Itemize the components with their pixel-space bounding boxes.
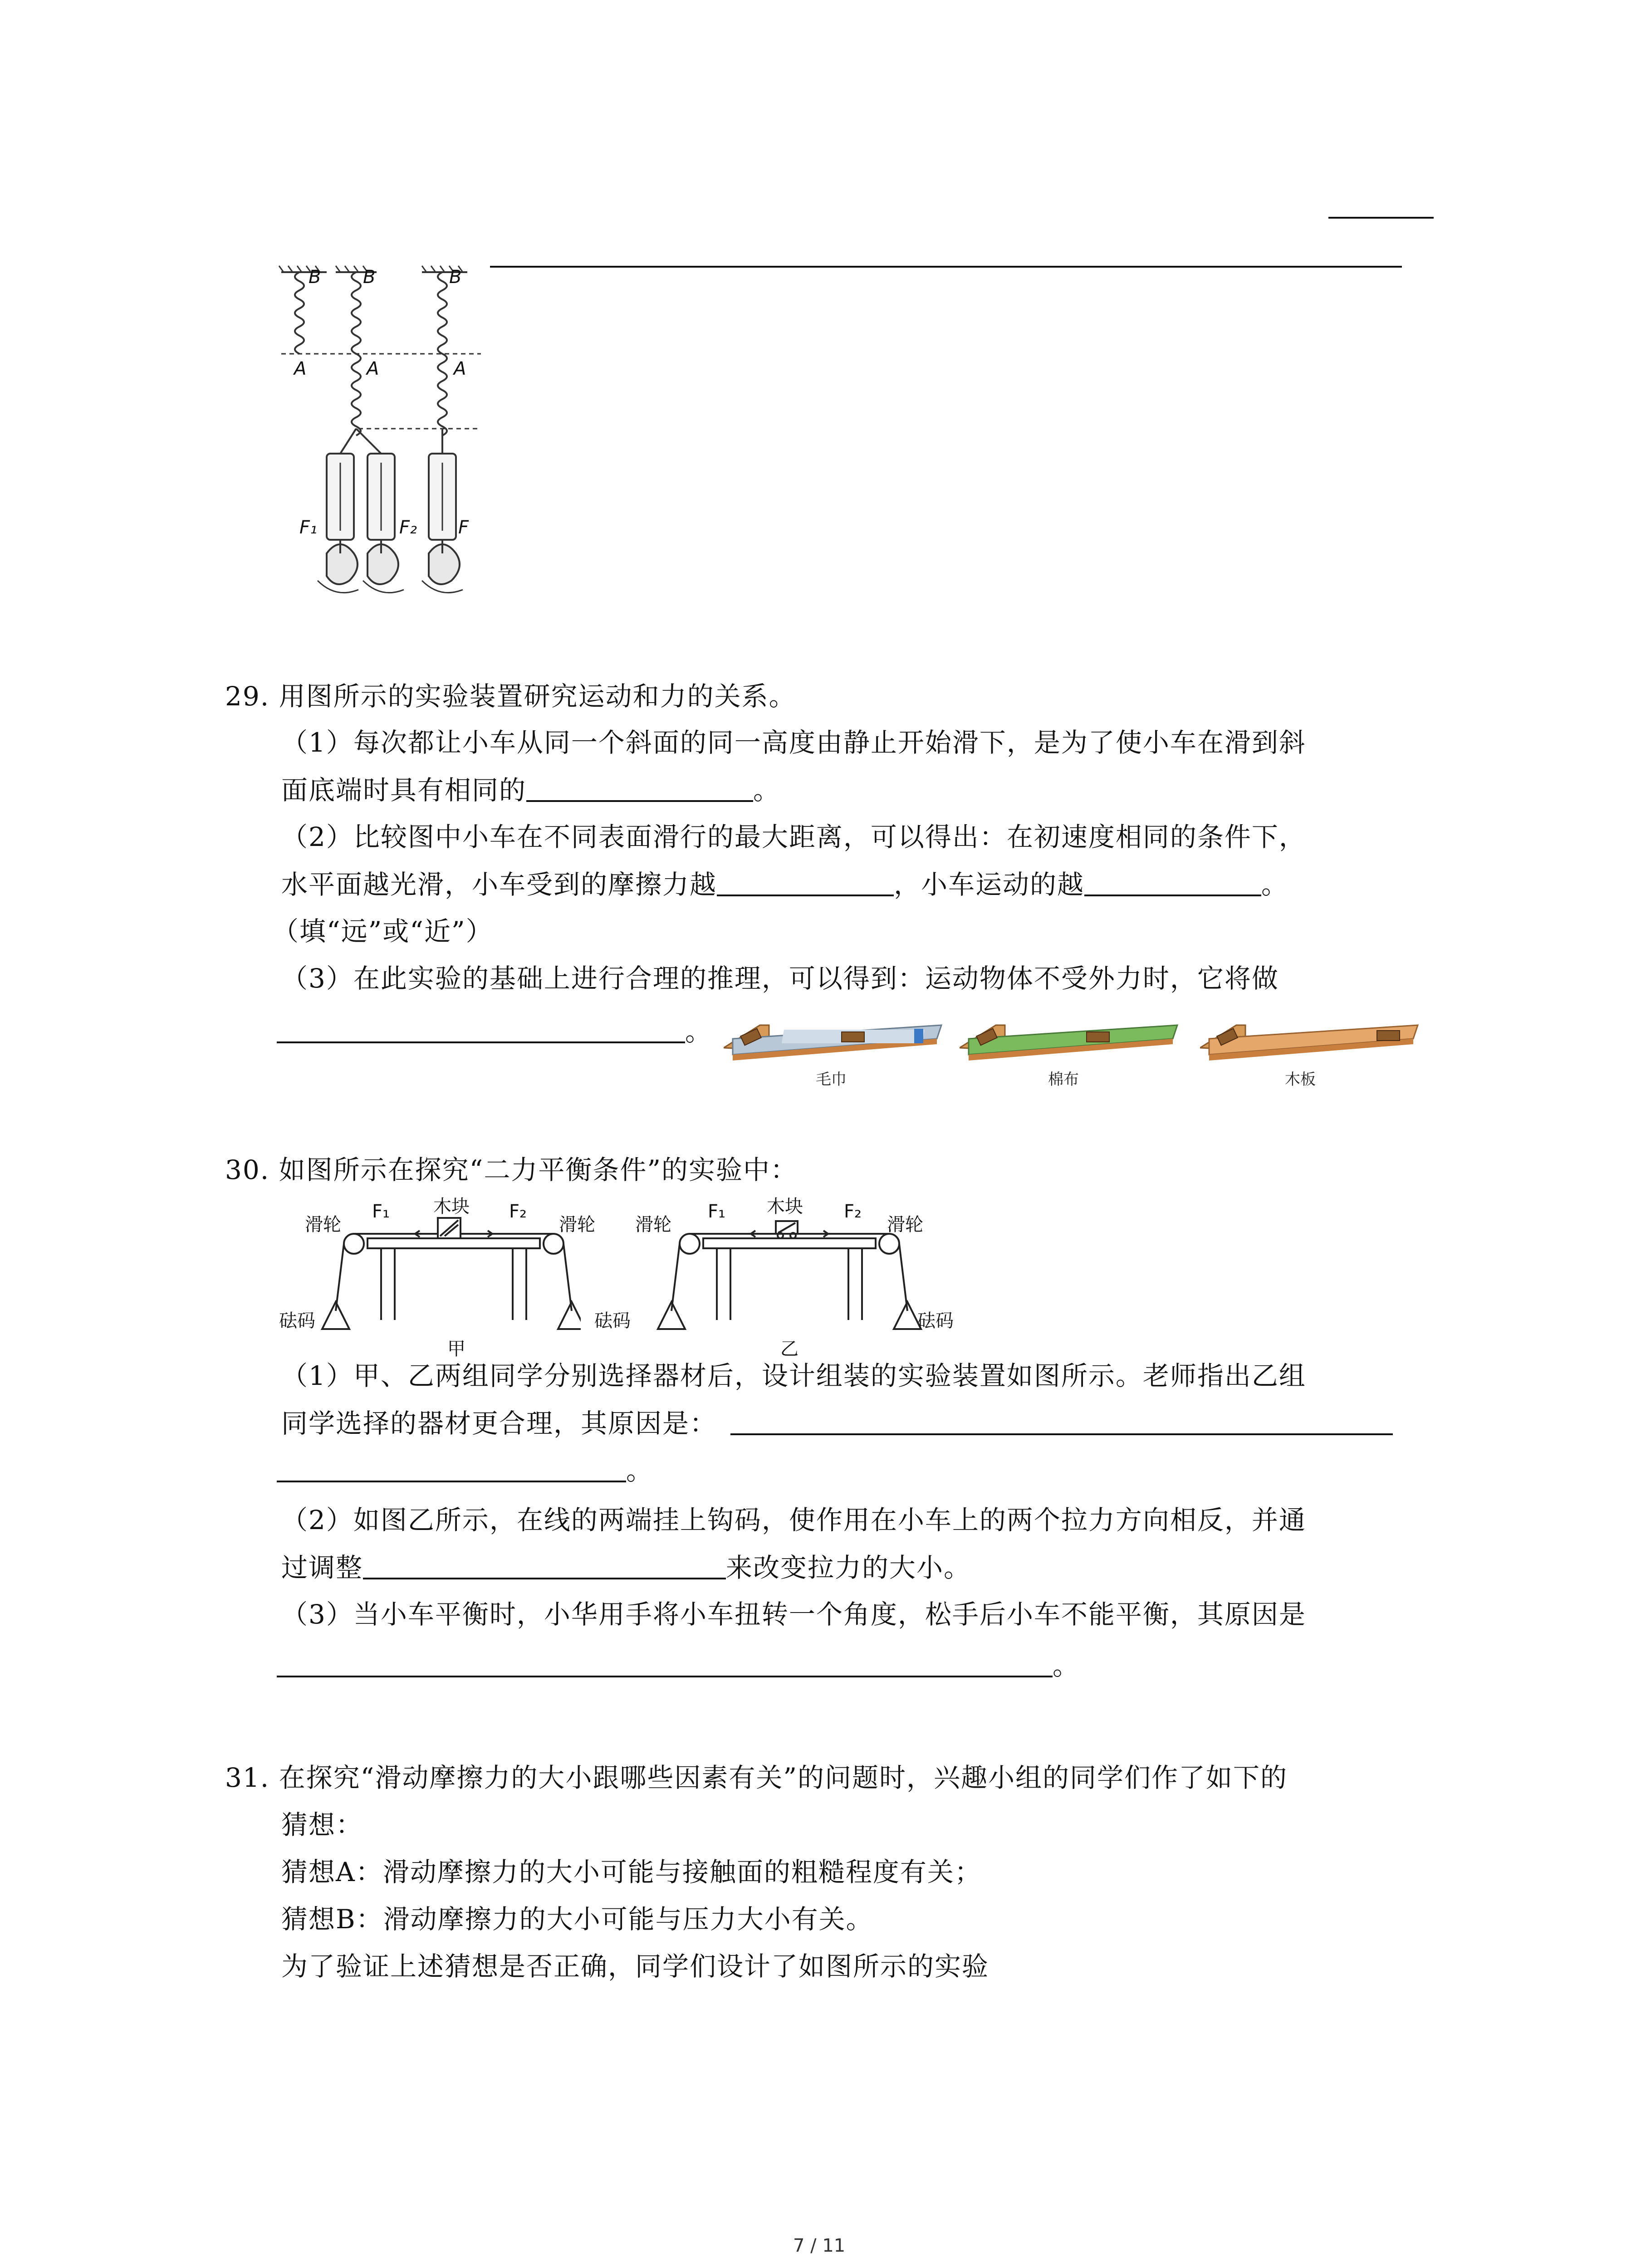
balance-figure-jia (309, 1198, 581, 1334)
yi-f1: F₁ (708, 1201, 726, 1222)
q30-part2-line2 (281, 1554, 971, 1581)
q30-part3-post: 。 (1053, 1650, 1080, 1681)
jia-f2: F₂ (509, 1201, 527, 1222)
q30-stem: 30. 如图所示在探究“二力平衡条件”的实验中： (225, 1154, 798, 1185)
answer-line-top-long (490, 266, 1402, 268)
yi-pulley-right: 滑轮 (887, 1214, 923, 1235)
q29-part2-line1: （2）比较图中小车在不同表面滑行的最大距离，可以得出：在初速度相同的条件下， (281, 821, 1306, 852)
q29-part2-mid: ，小车运动的越 (894, 869, 1085, 900)
answer-line-top-right (1328, 217, 1434, 219)
spring-scale-figure (272, 263, 508, 626)
spring-label-f2: F₂ (399, 517, 417, 538)
q30-blank-3[interactable] (277, 1652, 1053, 1677)
spring-label-b2: B (363, 267, 376, 288)
q29-part1-line2 (281, 775, 781, 806)
jia-f1: F₁ (372, 1201, 390, 1222)
q30-blank-1[interactable] (730, 1410, 1393, 1435)
q31-line2: 猜想： (281, 1809, 363, 1840)
q29-part2-hint: （填“远”或“近”） (272, 916, 493, 947)
spring-label-f: F (458, 517, 469, 538)
q31-line3: 猜想A：滑动摩擦力的大小可能与接触面的粗糙程度有关； (281, 1857, 982, 1887)
q31-line4: 猜想B：滑动摩擦力的大小可能与压力大小有关。 (281, 1904, 873, 1935)
yi-block: 木块 (767, 1196, 803, 1217)
q30-blank-1-cont[interactable] (277, 1457, 626, 1482)
caption-jia: 甲 (447, 1339, 465, 1359)
surface-label-cotton: 棉布 (1048, 1070, 1079, 1089)
q29-blank-3[interactable] (1084, 871, 1261, 896)
spring-label-a2: A (367, 358, 379, 379)
q30-part1-line3 (277, 1457, 653, 1484)
q30-part2-line1: （2）如图乙所示，在线的两端挂上钩码，使作用在小车上的两个拉力方向相反，并通 (281, 1505, 1306, 1535)
balance-figure-yi (644, 1198, 926, 1334)
q29-stem: 29. 用图所示的实验装置研究运动和力的关系。 (225, 681, 796, 712)
q29-blank-4[interactable] (277, 1018, 685, 1043)
q30-part3-line2 (277, 1652, 1080, 1679)
jia-block: 木块 (433, 1196, 470, 1217)
q31-stem: 31. 在探究“滑动摩擦力的大小跟哪些因素有关”的问题时，兴趣小组的同学们作了如下的 (225, 1762, 1288, 1793)
ramp-figure-cotton (960, 1012, 1182, 1066)
q29-part2-post: 。 (1261, 869, 1289, 900)
q30-part1-line1: （1）甲、乙两组同学分别选择器材后，设计组装的实验装置如图所示。老师指出乙组 (281, 1360, 1306, 1391)
spring-label-b3: B (449, 267, 462, 288)
q29-part1-pre: 面底端时具有相同的 (281, 775, 527, 806)
spring-label-b1: B (309, 267, 321, 288)
q30-part2-pre: 过调整 (281, 1552, 363, 1583)
q29-part2-line2 (281, 871, 1288, 898)
q31-line5: 为了验证上述猜想是否正确，同学们设计了如图所示的实验 (281, 1951, 989, 1982)
q29-part3-line2 (277, 1018, 712, 1045)
jia-weight-left: 砝码 (279, 1310, 315, 1331)
q30-blank-2[interactable] (363, 1554, 726, 1579)
q30-part3-line1: （3）当小车平衡时，小华用手将小车扭转一个角度，松手后小车不能平衡，其原因是 (281, 1599, 1306, 1630)
q29-part1-post: 。 (753, 775, 781, 806)
caption-yi: 乙 (780, 1339, 798, 1359)
jia-pulley-right: 滑轮 (559, 1214, 595, 1235)
spring-label-a1: A (294, 358, 307, 379)
yi-f2: F₂ (844, 1201, 862, 1222)
jia-pulley-left: 滑轮 (305, 1214, 341, 1235)
ramp-figure-wood (1200, 1012, 1422, 1066)
yi-pulley-left: 滑轮 (635, 1214, 671, 1235)
q29-blank-2[interactable] (717, 871, 894, 896)
yi-weight-right: 砝码 (917, 1310, 954, 1331)
surface-label-towel: 毛巾 (816, 1070, 847, 1089)
q29-part3-post: 。 (685, 1016, 713, 1047)
page-number: 7 / 11 (793, 2235, 846, 2256)
q29-part1-line1: （1）每次都让小车从同一个斜面的同一高度由静止开始滑下，是为了使小车在滑到斜 (281, 727, 1306, 758)
spring-label-a3: A (454, 358, 466, 379)
spring-label-f1: F₁ (299, 517, 318, 538)
q30-part2-post: 来改变拉力的大小。 (726, 1552, 971, 1583)
q30-part1-pre: 同学选择的器材更合理，其原因是： (281, 1408, 717, 1439)
q29-part2-pre: 水平面越光滑，小车受到的摩擦力越 (281, 869, 717, 900)
ramp-figure-towel (724, 1012, 946, 1066)
q29-blank-1[interactable] (526, 777, 753, 802)
q30-part1-post: 。 (626, 1455, 654, 1486)
surface-label-wood: 木板 (1285, 1070, 1316, 1089)
q29-part3-line1: （3）在此实验的基础上进行合理的推理，可以得到：运动物体不受外力时，它将做 (281, 963, 1279, 994)
jia-weight-right: 砝码 (594, 1310, 631, 1331)
q30-part1-line2 (281, 1410, 1393, 1437)
